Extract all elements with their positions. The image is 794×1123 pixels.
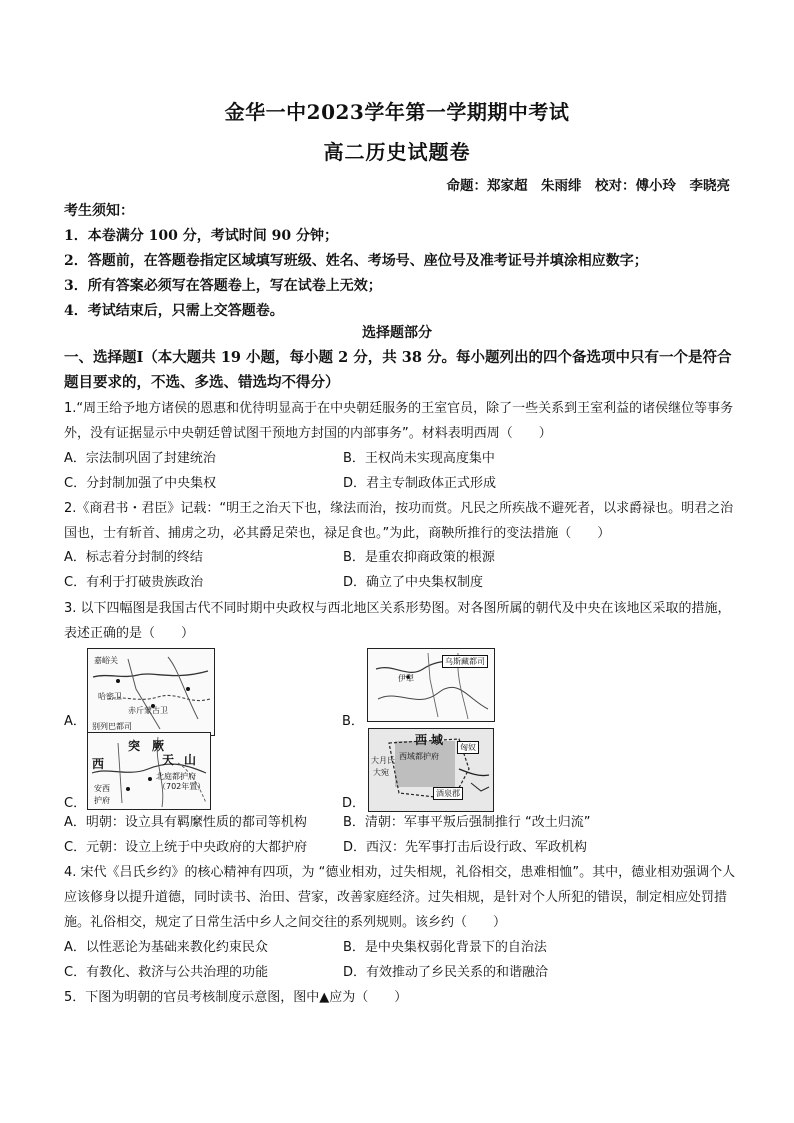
notice-item-3: 3．所有答案必须写在答题卷上，写在试卷上无效； [64, 278, 382, 294]
map-d-han [368, 728, 494, 812]
notice-item-2: 2．答题前，在答题卷指定区域填写班级、姓名、考场号、座位号及准考证号并填涂相应数字； [64, 253, 648, 269]
map-a-label-jiayuguan: 嘉峪关 [94, 656, 118, 665]
map-c-label-west: 西 [92, 757, 105, 771]
notice-item-4: 4．考试结束后，只需上交答题卷。 [64, 303, 284, 319]
section-title: 选择题部分 [362, 325, 432, 341]
map-a-label-chijin: 赤斤蒙古卫 [128, 706, 168, 715]
notice-item-1: 1．本卷满分 100 分，考试时间 90 分钟； [64, 228, 338, 244]
part-heading: 一、选择题Ⅰ（本大题共 19 小题，每小题 2 分，共 38 分。每小题列出的四个备选项中只有一个是符合题目要求的，不选、多选、错选均不得分） [64, 349, 732, 391]
author-line: 命题：郑家超 朱雨绯 校对：傅小玲 李晓亮 [446, 178, 730, 194]
q4-option-c: C．有教化、救济与公共治理的功能 [64, 965, 269, 980]
q4-option-d: D．有效推动了乡民关系的和谐融洽 [343, 965, 549, 980]
q4-option-a: A．以性恶论为基础来教化约束民众 [64, 940, 268, 955]
map-a-letter: A． [64, 714, 86, 729]
map-c-tang [87, 732, 211, 810]
map-c-label-beiting: 北庭都护府 [156, 772, 196, 781]
q3-option-d: D．西汉：先军事打击后设行政、军政机构 [343, 840, 588, 855]
map-d-label-xiongnu: 匈奴 [457, 741, 479, 754]
q2-option-d: D．确立了中央集权制度 [343, 575, 484, 590]
question-3-stem: 3. 以下四幅图是我国古代不同时期中央政权与西北地区关系形势图。对各图所属的朝代及中央在该地区采取的措施，表述正确的是（ ） [64, 601, 731, 641]
q1-option-c: C．分封制加强了中央集权 [64, 476, 217, 491]
question-4-stem: 4. 宋代《吕氏乡约》的核心精神有四项，为 “德业相劝，过失相规，礼俗相交，患难相恤”。其中，德业相劝强调个人应该修身以提升道德，同时读书、治田、营家，改善家庭经济。过失相规，是针对个人所犯的错误，制定相应处罚措施。礼俗相交，规定了日常生活中乡人之间交往的系列规则。该乡约（ ） [64, 865, 736, 930]
map-c-label-year: （702年置） [158, 782, 206, 791]
map-c-label-shan: 山 [184, 753, 197, 767]
q2-option-a: A．标志着分封制的终结 [64, 550, 203, 565]
question-5-stem: 5．下图为明朝的官员考核制度示意图，图中▲应为（ ） [64, 990, 408, 1005]
question-2-stem: 2.《商君书・君臣》记载：“明王之治天下也，缘法而治，按功而赏。凡民之所疾战不避死者，以求爵禄也。明君之治国也，士有斩首、捕虏之功，必其爵足荣也，禄足食也。”为此，商鞅所推行的变法措施（ ） [64, 501, 734, 541]
q3-option-b: B．清朝：军事平叛后强制推行 “改土归流” [343, 815, 591, 830]
map-c-label-tu: 突 [128, 739, 141, 753]
map-c-label-jue: 厥 [152, 739, 165, 753]
exam-title: 金华一中2023学年第一学期期中考试 [224, 100, 570, 124]
map-b-qing [367, 648, 495, 722]
q1-option-b: B．王权尚未实现高度集中 [343, 451, 495, 466]
map-a-label-dusi: 别列巴都司 [92, 722, 132, 731]
map-d-label-jiuquan: 酒泉郡 [433, 787, 463, 800]
map-d-label-yuezhi: 大月氏 [371, 756, 395, 765]
map-a-label-hami: 哈密卫 [98, 692, 122, 701]
map-c-label-tian: 天 [162, 753, 175, 767]
notice-heading: 考生须知： [64, 203, 134, 219]
map-d-label-dayuan: 大宛 [373, 768, 389, 777]
q2-option-b: B．是重农抑商政策的根源 [343, 550, 495, 565]
map-c-label-anxi: 安西 [94, 784, 110, 793]
map-c-label-hufu: 护府 [94, 796, 110, 805]
map-d-letter: D． [342, 796, 366, 811]
map-d-label-duhufu: 西域都护府 [399, 752, 439, 761]
q2-option-c: C．有利于打破贵族政治 [64, 575, 204, 590]
q1-option-a: A．宗法制巩固了封建统治 [64, 451, 216, 466]
map-d-label-yu: 域 [431, 733, 444, 747]
map-a-ming [87, 648, 215, 736]
q4-option-b: B．是中央集权弱化背景下的自治法 [343, 940, 547, 955]
q3-option-a: A．明朝：设立具有羁縻性质的都司等机构 [64, 815, 307, 830]
q3-option-c: C．元朝：设立上统于中央政府的大都护府 [64, 840, 308, 855]
map-c-letter: C． [64, 796, 87, 811]
map-b-letter: B． [342, 714, 364, 729]
q1-option-d: D．君主专制政体正式形成 [343, 476, 497, 491]
map-d-label-xi: 西 [415, 733, 428, 747]
question-1-stem: 1.“周王给予地方诸侯的恩惠和优待明显高于在中央朝廷服务的王室官员，除了一些关系到王室利益的诸侯继位等事务外，没有证据显示中央朝廷曾试图干预地方封国的内部事务”。材料表明西周（ ） [64, 401, 734, 441]
map-b-label-yili: 伊犁 [398, 674, 414, 683]
map-b-label-box: 乌斯藏都司 [442, 655, 488, 668]
exam-subtitle: 高二历史试题卷 [323, 140, 471, 164]
